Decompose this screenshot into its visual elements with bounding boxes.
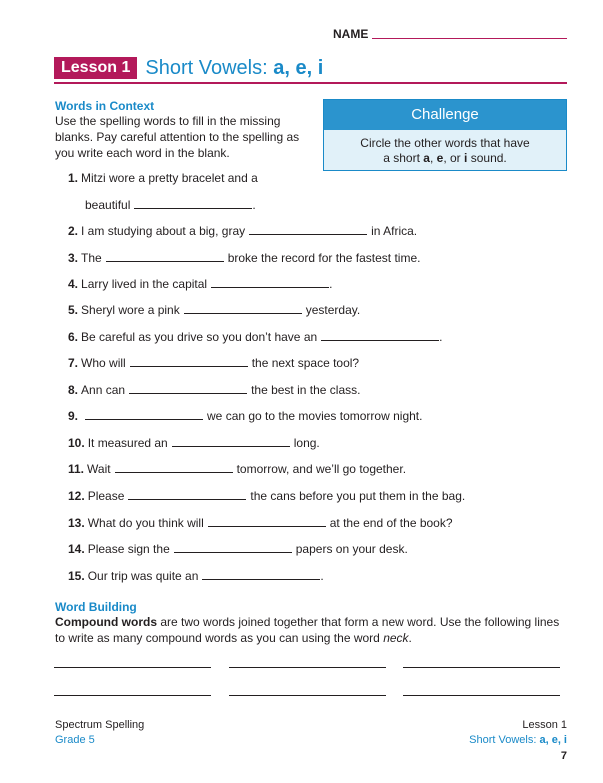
- sentence-9: [68, 408, 422, 423]
- fill-in-blank[interactable]: [115, 461, 233, 473]
- sentence-4: [68, 276, 332, 291]
- sentence-7: [68, 355, 359, 370]
- footer-right: [469, 718, 567, 748]
- header-rule: [54, 82, 567, 84]
- challenge-vowel-a: a: [423, 151, 430, 165]
- fill-in-blank[interactable]: [172, 435, 290, 447]
- word-building-heading: Word Building: [55, 600, 137, 614]
- sentence-text-after: .: [439, 330, 443, 344]
- challenge-vowel-i: i: [464, 151, 468, 165]
- fill-in-blank[interactable]: [249, 223, 367, 235]
- word-building-instructions: [55, 614, 570, 646]
- sentence-3: [68, 250, 420, 265]
- sentence-12: [68, 488, 465, 503]
- sentence-text-after: long.: [293, 436, 320, 450]
- sentence-1-continued: [85, 197, 256, 212]
- sentence-number: 14.: [68, 542, 85, 556]
- fill-in-blank[interactable]: [85, 408, 203, 420]
- fill-in-blank[interactable]: [134, 197, 252, 209]
- fill-in-blank[interactable]: [128, 488, 246, 500]
- sentence-number: 11.: [68, 462, 85, 476]
- sentence-number: 10.: [68, 436, 85, 450]
- sentence-text-before: What do you think will: [87, 516, 204, 530]
- sentence-text-after: .: [329, 277, 333, 291]
- sentence-text-before: Sheryl wore a pink: [81, 303, 180, 317]
- sentence-text-after: in Africa.: [371, 224, 418, 238]
- footer-lesson-title: [469, 733, 567, 748]
- sentence-number: 1.: [68, 171, 79, 185]
- word-building-text: are two words joined together that form a new word. Use the following lines to write as many compound words as you can using the word: [55, 615, 560, 645]
- word-building-end: .: [408, 631, 412, 645]
- sentence-number: 4.: [68, 277, 79, 291]
- sentence-number: 12.: [68, 489, 85, 503]
- sentence-text-before: The: [81, 251, 102, 265]
- answer-line[interactable]: [229, 695, 386, 696]
- sentence-8: [68, 382, 360, 397]
- fill-in-blank[interactable]: [202, 568, 320, 580]
- footer-lesson: Lesson 1: [522, 719, 567, 731]
- sentence-text-after: the next space tool?: [251, 356, 360, 370]
- sentence-text-before: Wait: [87, 462, 111, 476]
- sentence-text-after: we can go to the movies tomorrow night.: [207, 409, 423, 423]
- word-building-base-word: neck: [383, 631, 409, 645]
- fill-in-blank[interactable]: [184, 302, 302, 314]
- sentence-1: [68, 171, 258, 185]
- fill-in-blank[interactable]: [106, 250, 224, 262]
- page-number: 7: [560, 750, 567, 762]
- sentence-number: 9.: [68, 409, 79, 423]
- sentence-text-before: Mitzi wore a pretty bracelet and a: [81, 171, 258, 185]
- sentence-13: [68, 515, 453, 530]
- sentence-text-after: at the end of the book?: [329, 516, 453, 530]
- compound-words-term: Compound words: [55, 615, 157, 629]
- sentence-10: [68, 435, 320, 450]
- sentence-text-after: broke the record for the fastest time.: [227, 251, 421, 265]
- sentence-text-before: Please sign the: [87, 542, 170, 556]
- answer-line[interactable]: [229, 667, 386, 668]
- challenge-line-2: [324, 151, 566, 166]
- answer-line[interactable]: [403, 695, 560, 696]
- footer-series: Spectrum Spelling: [55, 719, 145, 731]
- name-label: NAME: [333, 27, 369, 41]
- fill-in-blank[interactable]: [174, 541, 292, 553]
- challenge-box: [323, 99, 567, 171]
- challenge-line-2-pre: a short: [383, 151, 420, 165]
- footer-grade: Grade 5: [55, 734, 95, 746]
- lesson-header: [54, 57, 323, 79]
- sentence-text-before: Ann can: [81, 383, 126, 397]
- challenge-vowel-e: e: [436, 151, 444, 165]
- sentence-text-after: yesterday.: [305, 303, 361, 317]
- answer-line[interactable]: [403, 667, 560, 668]
- sentence-number: 6.: [68, 330, 79, 344]
- challenge-line-1: Circle the other words that have: [360, 136, 530, 150]
- sentence-text-before: beautiful: [85, 198, 131, 212]
- lesson-title-prefix: Short Vowels:: [145, 57, 268, 79]
- answer-line[interactable]: [54, 695, 211, 696]
- sentence-number: 13.: [68, 516, 85, 530]
- sentence-number: 5.: [68, 303, 79, 317]
- sentence-5: [68, 302, 360, 317]
- footer-lesson-title-prefix: Short Vowels:: [469, 734, 537, 746]
- sentence-number: 8.: [68, 383, 79, 397]
- lesson-title-vowels: a, e, i: [273, 57, 324, 79]
- footer-lesson-title-vowels: a, e, i: [539, 734, 567, 746]
- sentence-text-before: It measured an: [87, 436, 168, 450]
- sentence-number: 2.: [68, 224, 79, 238]
- sentence-11: [68, 461, 406, 476]
- sentence-15: [68, 568, 324, 583]
- sentence-6: [68, 329, 443, 344]
- challenge-sep-2: , or: [443, 151, 461, 165]
- sentence-number: 3.: [68, 251, 79, 265]
- name-line[interactable]: [372, 38, 567, 39]
- sentence-text-after: the best in the class.: [251, 383, 361, 397]
- fill-in-blank[interactable]: [208, 515, 326, 527]
- sentence-text-before: Please: [87, 489, 125, 503]
- challenge-body: [324, 130, 566, 166]
- fill-in-blank[interactable]: [130, 355, 248, 367]
- lesson-title: [145, 57, 323, 79]
- sentence-text-after: papers on your desk.: [295, 542, 408, 556]
- sentence-text-after: the cans before you put them in the bag.: [250, 489, 466, 503]
- words-in-context-heading: Words in Context: [55, 99, 155, 113]
- words-in-context-intro: Use the spelling words to fill in the missing blanks. Pay careful attention to the spelling as you write each word in the blank.: [55, 114, 300, 160]
- sentence-text-before: Our trip was quite an: [87, 569, 199, 583]
- challenge-heading: Challenge: [324, 100, 566, 130]
- fill-in-blank[interactable]: [211, 276, 329, 288]
- fill-in-blank[interactable]: [321, 329, 439, 341]
- challenge-line-2-post: sound.: [470, 151, 507, 165]
- sentence-text-after: tomorrow, and we’ll go together.: [236, 462, 407, 476]
- sentence-2: [68, 223, 417, 238]
- fill-in-blank[interactable]: [129, 382, 247, 394]
- sentence-14: [68, 541, 408, 556]
- sentence-text-before: Larry lived in the capital: [81, 277, 208, 291]
- challenge-sep-1: ,: [429, 151, 434, 165]
- footer-left: [55, 718, 144, 748]
- sentence-number: 7.: [68, 356, 79, 370]
- sentence-text-after: .: [252, 198, 256, 212]
- sentence-text-after: .: [320, 569, 324, 583]
- answer-line[interactable]: [54, 667, 211, 668]
- lesson-badge: Lesson 1: [54, 57, 137, 79]
- sentence-text-before: Who will: [81, 356, 126, 370]
- sentence-number: 15.: [68, 569, 85, 583]
- sentence-text-before: I am studying about a big, gray: [81, 224, 246, 238]
- sentence-text-before: Be careful as you drive so you don’t have an: [81, 330, 318, 344]
